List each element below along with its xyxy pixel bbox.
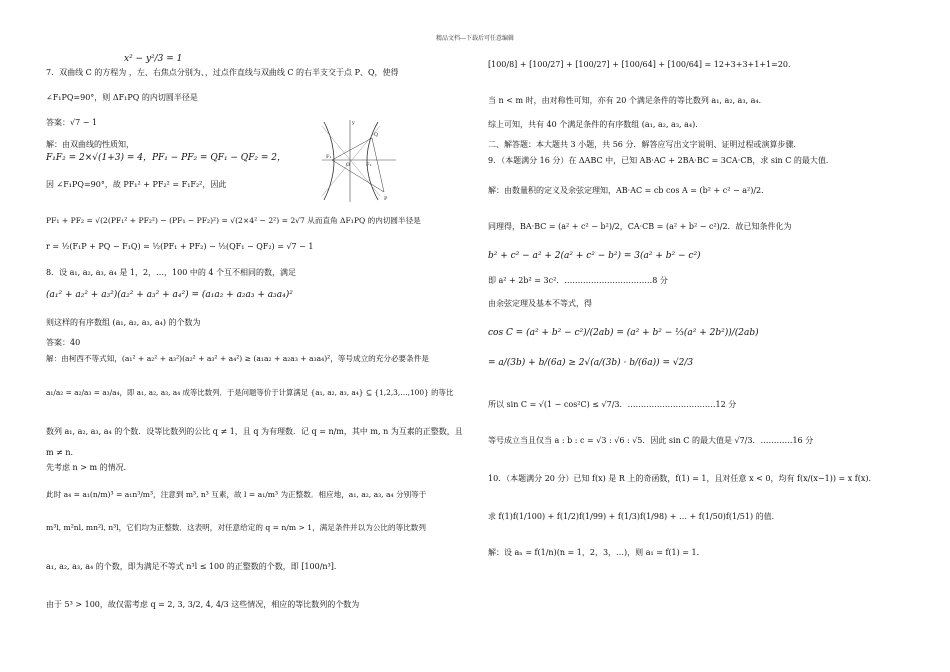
point-label: F₂ [366,162,372,168]
axis-label: y [352,120,355,126]
solution-line: 此时 a₄ = a₁(n/m)³ = a₁n³/m³，注意到 m³, n³ 互素，故 l = a₁/m³ 为正整数．相应地，a₁, a₂, a₃, a₄ 分别等于 [46,490,427,499]
solution-line: 所以 sin C = √(1 − cos²C) ≤ √7/3．……………………………12 分 [488,400,737,409]
problem-7-answer: 答案：√7 − 1 [46,118,98,127]
solution-line: 解：设 aₙ = f(1/n)(n = 1，2，3，…)，则 a₁ = f(1) = 1． [488,548,705,557]
point-label: P [384,196,388,202]
problem-10-question: 求 f(1)f(1/100) + f(1/2)f(1/99) + f(1/3)f(1/98) + … + f(1/50)f(1/51) 的值． [488,512,780,521]
solution-equation: b² + c² − a² + 2(a² + c² − b²) = 3(a² + b² − c²) [488,251,701,261]
point-label: O [346,162,351,168]
page-header: 精品文档---下载后可任意编辑 [435,35,515,42]
solution-equation: cos C = (a² + b² − c²)/(2ab) = (a² + b² − ⅓(a² + 2b²))/(2ab) [488,328,759,338]
solution-line: 解：由柯西不等式知，(a₁² + a₂² + a₃²)(a₂² + a₃² + a₄²) ≥ (a₁a₂ + a₂a₃ + a₃a₄)²，等号成立的充分必要条件是 [46,354,429,363]
solution-line: 即 a² + 2b² = 3c²．……………………………8 分 [488,276,668,285]
solution-line: 等号成立当且仅当 a : b : c = √3 : √6 : √5．因此 sin C 的最大值是 √7/3．…………16 分 [488,436,814,445]
solution-line: 解：由双曲线的性质知， [46,140,134,149]
point-label: F₁ [326,154,332,160]
solution-equation: PF₁ + PF₂ = √(2(PF₁² + PF₂²) − (PF₁ − PF₂)²) = √(2×4² − 2²) = 2√7 从而直角 ΔF₁PQ 的内切圆半径是 [46,216,421,225]
problem-9-statement: 9．（本题满分 16 分）在 ΔABC 中，已知 AB·AC + 2BA·BC = 3CA·CB，求 sin C 的最大值． [488,156,834,165]
hyperbola-equation: x² − y²/3 = 1 [124,54,183,64]
solution-line: 同理得，BA·BC = (a² + c² − b²)/2，CA·CB = (a² + b² − c²)/2．故已知条件化为 [488,222,792,231]
solution-line: 由余弦定理及基本不等式，得 [488,299,592,308]
problem-7-question: ∠F₁PQ=90°，则 ΔF₁PQ 的内切圆半径是 [46,93,198,102]
solution-line: 由于 5³ > 100，故仅需考虑 q = 2, 3, 3/2, 4, 4/3 这些情况，相应的等比数列的个数为 [46,600,360,609]
solution-line: 当 n < m 时，由对称性可知，亦有 20 个满足条件的等比数列 a₁, a₂, a₃, a₄． [488,96,767,105]
problem-8-question: 则这样的有序数组 (a₁, a₂, a₃, a₄) 的个数为 [46,318,201,327]
hyperbola-diagram [318,118,398,204]
problem-8-answer: 答案：40 [46,338,81,347]
solution-line: 因 ∠F₁PQ=90°，故 PF₁² + PF₂² = F₁F₂²，因此 [46,180,227,189]
solution-equation: = a/(3b) + b/(6a) ≥ 2√(a/(3b) · b/(6a)) = √2/3 [488,358,694,368]
problem-10-statement: 10．（本题满分 20 分）已知 f(x) 是 R 上的奇函数，f(1) = 1，且对任意 x < 0，均有 f(x/(x−1)) = x f(x)． [488,474,877,483]
problem-8-statement: 8．设 a₁, a₂, a₃, a₄ 是 1，2，…，100 中的 4 个互不相同的数，满足 [46,268,297,277]
problem-8-condition: (a₁² + a₂² + a₃²)(a₂² + a₃² + a₄²) = (a₁a₂ + a₂a₃ + a₃a₄)² [46,290,293,300]
hyperbola-figure [318,118,398,204]
solution-line: m ≠ n. [46,448,74,457]
problem-7-statement: 7．双曲线 C 的方程为 ，左、右焦点分别为、，过点作直线与双曲线 C 的右半支交于点 P、Q，使得 [46,68,399,77]
solution-equation: F₁F₂ = 2×√(1+3) = 4，PF₁ − PF₂ = QF₁ − QF₂ = 2， [46,153,287,163]
point-label: Q [374,132,379,138]
solution-line: 数列 a₁, a₂, a₃, a₄ 的个数．设等比数列的公比 q ≠ 1，且 q 为有理数．记 q = n/m，其中 m, n 为互素的正整数，且 [46,427,463,436]
solution-line: 先考虑 n > m 的情况. [46,463,127,472]
solution-equation: r = ½(F₁P + PQ − F₁Q) = ½(PF₁ + PF₂) − ½(QF₁ − QF₂) = √7 − 1 [46,242,314,251]
solution-line: 解：由数量积的定义及余弦定理知，AB·AC = cb cos A = (b² + c² − a²)/2． [488,186,770,195]
solution-line: m³l, m²nl, mn²l, n³l，它们均为正整数．这表明，对任意给定的 q = n/m > 1，满足条件并以为公比的等比数列 [46,523,426,532]
solution-equation: [100/8] + [100/27] + [100/27] + [100/64] + [100/64] = 12+3+3+1+1=20． [488,60,797,69]
section-heading: 二、解答题：本大题共 3 小题，共 56 分．解答应写出文字说明、证明过程或演算步骤． [488,140,802,149]
solution-line: 综上可知，共有 40 个满足条件的有序数组 (a₁, a₂, a₃, a₄)． [488,120,704,129]
solution-line: a₁/a₂ = a₂/a₃ = a₃/a₄，即 a₁, a₂, a₃, a₄ 成等比数列．于是问题等价于计算满足 {a₁, a₂, a₃, a₄} ⊆ {1,2,3,…,100} 的等比 [46,388,454,397]
solution-line: a₁, a₂, a₃, a₄ 的个数，即为满足不等式 n³l ≤ 100 的正整数的个数，即 [100/n³]． [46,562,342,571]
